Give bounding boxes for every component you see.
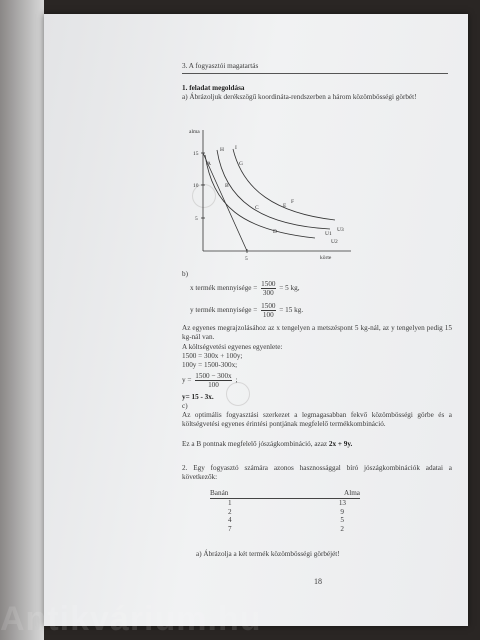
task2-question: a) Ábrázolja a két termék közömbösségi görbéjét! [196,550,340,558]
watermark: Antikvárium.hu [0,600,262,638]
table-cell: 13 [338,499,346,507]
point-label: G [239,161,243,167]
y-axis-label: alma [189,129,200,135]
table-cell: 9 [340,507,344,516]
part-c-paragraph: Az optimális fogyasztási szerkezet a legmagasabban fekvő közömbösségi görbe és a költségvetési egyenes érintési pontjának megfelelő termékkombináció. [182,411,452,428]
budget-result: y= 15 - 3x. [182,393,214,401]
table-cell: 2 [340,524,344,533]
point-label: E [283,203,287,209]
point-label: D [273,229,277,235]
curve-label-u2: U2 [331,239,338,245]
curve-u3 [233,149,335,220]
y-tick-label: 15 [193,151,199,157]
table-cell: 7 [228,524,232,533]
book-page [44,14,468,626]
table-row [210,499,360,508]
x-quantity-formula: x termék mennyisége = $\frac{1500}{300}$ = 5 kg, [190,280,300,297]
table-cell: 5 [340,516,344,525]
y-tick-label: 10 [193,183,199,189]
point-label: B [225,183,229,189]
budget-equation-intro: A költségvetési egyenes egyenlete: [182,343,283,351]
table-row [210,525,360,534]
curve-label-u3: U3 [337,227,344,233]
equation-2: 100y = 1500-300x; [182,361,238,369]
table-row [210,516,360,525]
part-b-paragraph: Az egyenes megrajzolásához az x tengelyen a metszéspont 5 kg-nál, az y tengelyen pedig 15 kg-nál van. [182,324,452,341]
x-axis-label: körte [320,255,332,261]
point-label: A [207,161,211,167]
bundle-table [210,489,360,533]
y-quantity-formula: y termék mennyisége = $\frac{1500}{100}$ = 15 kg. [190,302,304,319]
equation-1: 1500 = 300x + 100y; [182,352,243,360]
part-c-label: c) [182,402,188,410]
column-header: Alma [290,489,360,499]
task1-heading: 1. feladat megoldása [182,84,245,92]
task1-a-text: a) Ábrázoljuk derékszögű koordináta-rendszerben a három közömbösségi görbét! [182,93,417,101]
column-header: Banán [210,489,290,499]
page-number: 18 [314,577,322,586]
x-tick-label: 5 [245,256,248,262]
curve-u2 [217,150,330,229]
chapter-header: 3. A fogyasztói magatartás [182,62,259,70]
table-cell: 1 [228,499,232,507]
part-b-label: b) [182,270,188,278]
table-cell: 4 [228,516,232,525]
curve-label-u1: U1 [325,231,332,237]
header-rule [182,73,448,74]
budget-line [203,153,247,251]
part-c-conclusion: Ez a B pontnak megfelelő jószágkombináció, azaz 2x + 9y. [182,440,353,448]
point-label: C [255,205,259,211]
table-cell: 2 [228,507,232,516]
point-label: H [220,147,224,153]
task2-intro: 2. Egy fogyasztó számára azonos hasznossággal bíró jószágkombinációk adatai a következők: [182,464,452,481]
scan-background [0,0,44,640]
point-label: F [291,199,295,205]
table-row [210,508,360,517]
y-tick-label: 5 [195,216,198,222]
indifference-curve-chart [185,125,360,265]
equation-3: y = $\frac{1500 - 300x}{100}$ ; [182,372,238,389]
point-label: I [235,145,237,151]
